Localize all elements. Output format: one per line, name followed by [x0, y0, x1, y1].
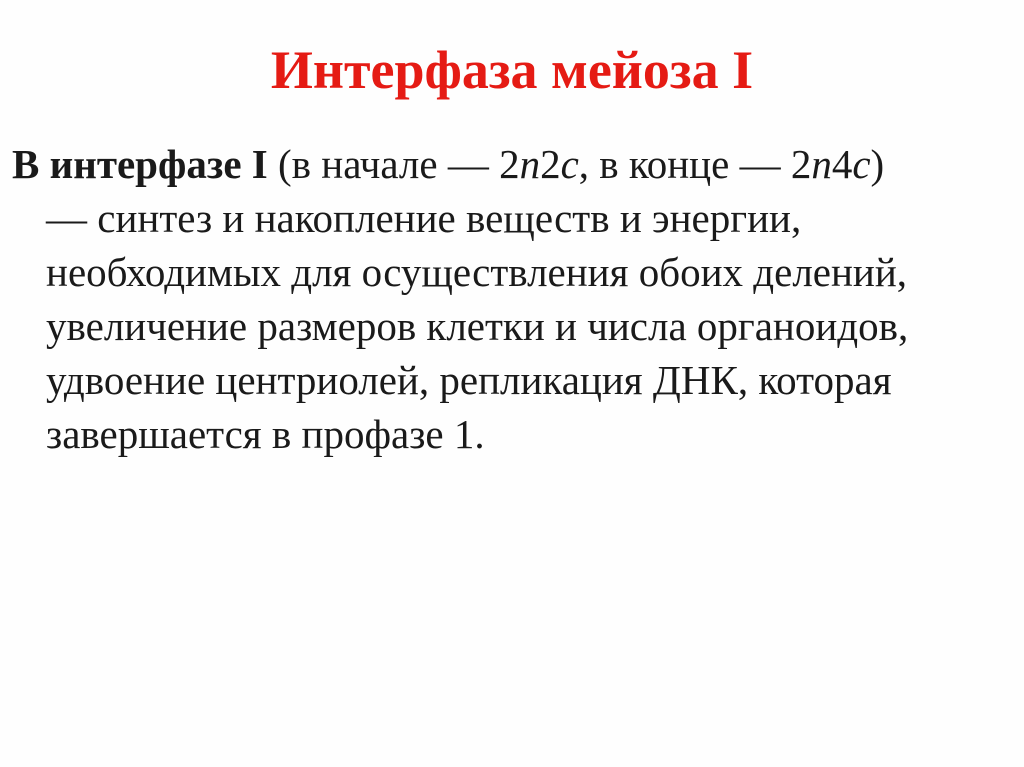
body-line-1-part-3: , в конце — 2 [578, 141, 812, 187]
ploidy-var-n-end: n [811, 141, 832, 187]
body-lead-bold: В интерфазе I [12, 141, 268, 187]
body-line-1 [12, 137, 1012, 191]
slide-body-text [12, 137, 1012, 461]
ploidy-var-n-start: n [519, 141, 541, 187]
body-line-1-part-2: 2 [540, 141, 561, 187]
body-line-1-part-5: ) [870, 141, 885, 187]
body-line-4: увеличение размеров клетки и числа органоидов, [46, 303, 909, 349]
body-line-1-part-1: (в начале — 2 [267, 141, 520, 187]
body-line-6: завершается в профазе 1. [46, 411, 485, 457]
ploidy-var-c-start: c [560, 141, 579, 187]
body-line-3: необходимых для осуществления обоих делений, [46, 249, 908, 295]
body-line-1-part-4: 4 [831, 141, 853, 187]
body-line-5: удвоение центриолей, репликация ДНК, которая [46, 357, 892, 403]
body-line-2: — синтез и накопление веществ и энергии, [46, 195, 802, 241]
ploidy-var-c-end: c [852, 141, 871, 187]
slide-title: Интерфаза мейоза I [270, 40, 754, 100]
